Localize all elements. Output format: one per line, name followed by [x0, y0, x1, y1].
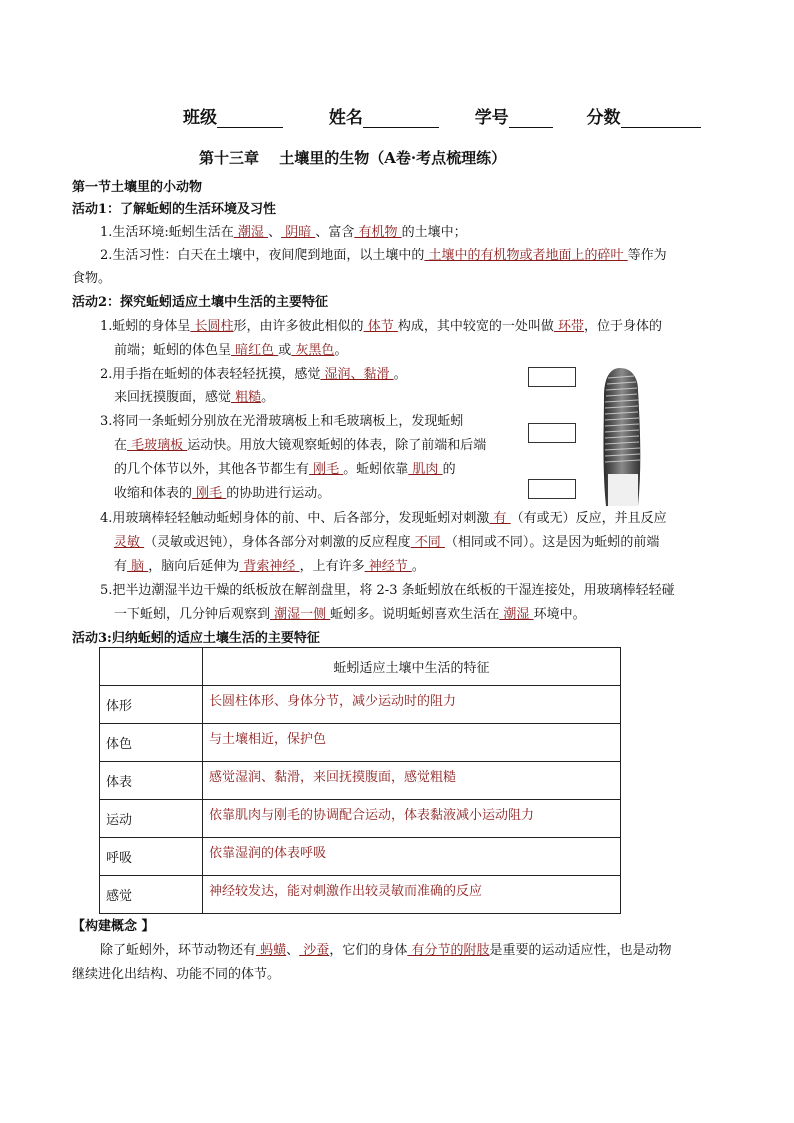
- activity3-heading: 活动3:归纳蚯蚓的适应土壤生活的主要特征: [72, 631, 320, 646]
- answer-blank: 土壤中的有机物或者地面上的碎叶: [424, 248, 628, 263]
- label-box-bottom[interactable]: [528, 479, 576, 499]
- class-blank[interactable]: [217, 111, 283, 128]
- activity1-line3: 食物。: [72, 271, 112, 286]
- activity1-line1: 1.生活环境:蚯蚓生活在 潮湿 、 阴暗 、富含 有机物 的土壤中；: [100, 225, 467, 240]
- concept-heading: 【构建概念 】: [72, 919, 155, 934]
- table-row: 呼吸 依靠湿润的体表呼吸: [100, 838, 621, 876]
- activity2-p4-line2: 灵敏 （灵敏或迟钝），身体各部分对刺激的反应程度 不同 （相同或不同）。这是因为蚯蚓的前端: [114, 535, 660, 550]
- label-box-top[interactable]: [528, 367, 576, 387]
- feature-table: [99, 647, 621, 914]
- label-box-middle[interactable]: [528, 423, 576, 443]
- table-row: 运动 依靠肌肉与刚毛的协调配合运动，体表黏液减小运动阻力: [100, 800, 621, 838]
- table-header: 蚯蚓适应土壤中生活的特征: [203, 648, 621, 686]
- table-corner-cell: [100, 648, 203, 686]
- activity2-p5-line2: 一下蚯蚓，几分钟后观察到 潮湿一侧 蚯蚓多。说明蚯蚓喜欢生活在 潮湿 环境中。: [114, 607, 586, 622]
- activity2-heading: 活动2：探究蚯蚓适应土壤中生活的主要特征: [72, 295, 329, 310]
- activity2-p2-line2: 来回抚摸腹面，感觉 粗糙。: [114, 390, 275, 405]
- number-blank[interactable]: [509, 111, 553, 128]
- class-label: 班级: [183, 108, 217, 128]
- answer-blank: 潮湿: [233, 225, 269, 240]
- table-row: 感觉 神经较发达，能对刺激作出较灵敏而准确的反应: [100, 876, 621, 914]
- activity2-p5-line1: 5.把半边潮湿半边干燥的纸板放在解剖盘里，将 2-3 条蚯蚓放在纸板的干湿连接处，用玻璃棒轻轻碰: [100, 583, 675, 598]
- activity1-heading: 活动1：了解蚯蚓的生活环境及习性: [72, 202, 277, 217]
- activity2-p3-line4: 收缩和体表的 刚毛 的协助进行运动。: [114, 486, 331, 501]
- concept-line2: 继续进化出结构、功能不同的体节。: [72, 967, 281, 982]
- earthworm-image: [598, 366, 644, 508]
- student-info-header: [183, 103, 701, 128]
- activity2-p3-line1: 3.将同一条蚯蚓分别放在光滑玻璃板上和毛玻璃板上，发现蚯蚓: [100, 414, 464, 429]
- answer-blank: 有机物: [354, 225, 402, 240]
- chapter-title: 第十三章 土壤里的生物（A卷·考点梳理练）: [199, 149, 507, 167]
- concept-line1: 除了蚯蚓外，环节动物还有 蚂蟥、 沙蚕，它们的身体 有分节的附肢是重要的运动适应性，也是动物: [100, 943, 672, 958]
- score-blank[interactable]: [621, 111, 701, 128]
- score-label: 分数: [586, 108, 621, 128]
- activity2-p3-line2: 在 毛玻璃板 运动快。用放大镜观察蚯蚓的体表，除了前端和后端: [114, 438, 487, 453]
- name-label: 姓名: [328, 108, 363, 128]
- activity2-p2-line1: 2.用手指在蚯蚓的体表轻轻抚摸，感觉 湿润、黏滑 。: [100, 367, 407, 382]
- table-row: 体表 感觉湿润、黏滑，来回抚摸腹面，感觉粗糙: [100, 762, 621, 800]
- activity2-p4-line3: 有 脑 ，脑向后延伸为 背索神经 ，上有许多 神经节 。: [114, 559, 425, 574]
- activity2-p1-line1: 1.蚯蚓的身体呈 长圆柱形，由许多彼此相似的 体节 构成，其中较宽的一处叫做 环带，位于身体的: [100, 319, 662, 334]
- activity1-line2: 2.生活习性：白天在土壤中，夜间爬到地面，以土壤中的 土壤中的有机物或者地面上的碎叶 等作为: [100, 248, 667, 263]
- section-heading: 第一节土壤里的小动物: [72, 180, 203, 195]
- name-blank[interactable]: [363, 111, 439, 128]
- table-row: 体形 长圆柱体形、身体分节，减少运动时的阻力: [100, 686, 621, 724]
- activity2-p1-line2: 前端；蚯蚓的体色呈 暗红色 或 灰黑色。: [114, 343, 348, 358]
- answer-blank: 阴暗: [281, 225, 316, 240]
- activity2-p4-line1: 4.用玻璃棒轻轻触动蚯蚓身体的前、中、后各部分，发现蚯蚓对刺激 有 （有或无）反应，并且反应: [100, 511, 667, 526]
- activity2-p3-line3: 的几个体节以外，其他各节都生有 刚毛 。蚯蚓依靠 肌肉 的: [114, 462, 456, 477]
- number-label: 学号: [474, 108, 509, 128]
- table-row: 体色 与土壤相近，保护色: [100, 724, 621, 762]
